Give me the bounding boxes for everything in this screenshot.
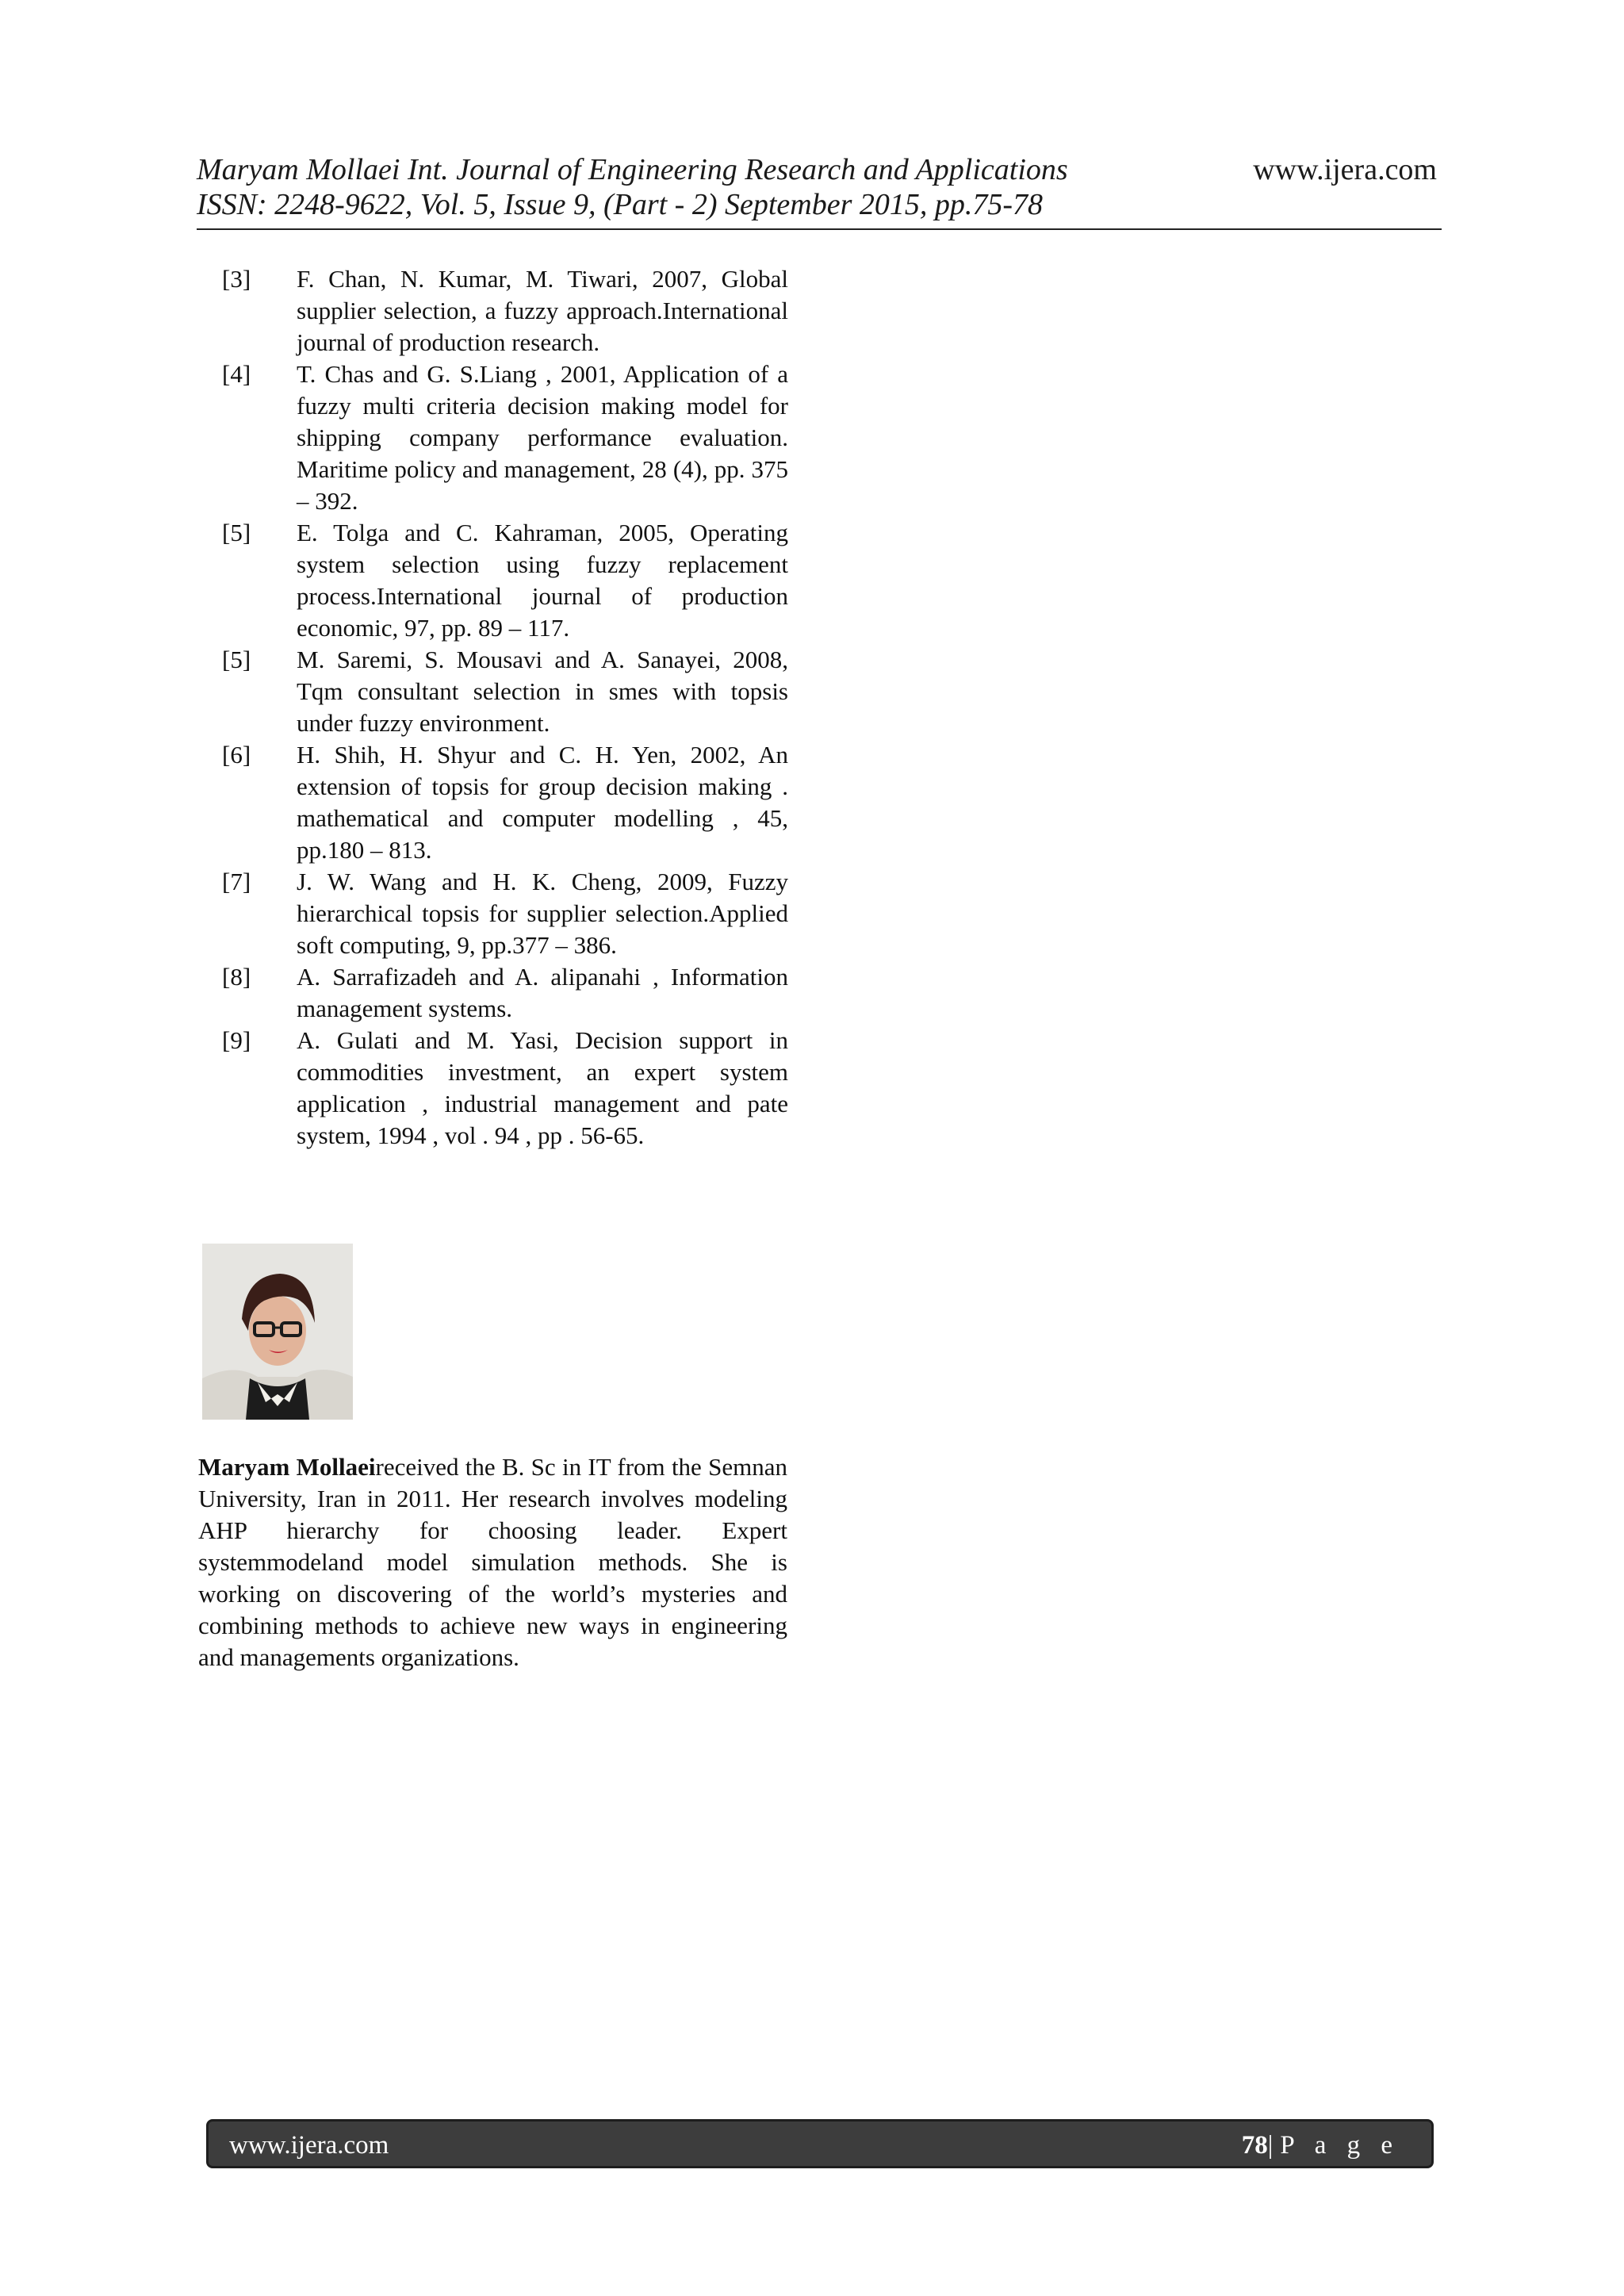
reference-item [222,739,788,866]
header-divider [197,228,1442,230]
reference-item [222,358,788,517]
reference-number: [7] [222,868,251,895]
reference-item [222,263,788,358]
page-number: 78 [1241,2131,1268,2160]
author-bio-text: received the B. Sc in IT from the Semnan University, Iran in 2011. Her research involves modeling AHP hierarchy for choosing leader. Expert systemmodeland model simulation methods. She is working on discovering of the world’s mysteries and combining methods to achieve new ways in engineering and managements organizations. [198,1453,787,1671]
reference-item [222,866,788,961]
reference-number: [4] [222,360,251,388]
reference-number: [5] [222,519,251,546]
reference-text: M. Saremi, S. Mousavi and A. Sanayei, 2008, Tqm consultant selection in smes with topsis under fuzzy environment. [297,646,788,737]
running-header [197,152,1437,222]
page-footer [206,2119,1434,2168]
reference-number: [3] [222,265,251,293]
reference-item [222,517,788,644]
reference-item [222,644,788,739]
reference-list [222,263,788,1152]
reference-text: A. Sarrafizadeh and A. alipanahi , Information management systems. [297,963,788,1022]
author-portrait-image [202,1244,353,1420]
reference-text: A. Gulati and M. Yasi, Decision support in commodities investment, an expert system application , industrial management and pate system, 1994 , vol . 94 , pp . 56-65. [297,1026,788,1149]
reference-text: H. Shih, H. Shyur and C. H. Yen, 2002, An extension of topsis for group decision making . mathematical and computer modelling , 45, pp.180 – 813. [297,741,788,864]
reference-number: [5] [222,646,251,673]
reference-text: F. Chan, N. Kumar, M. Tiwari, 2007, Global supplier selection, a fuzzy approach.International journal of production research. [297,265,788,356]
footer-website: www.ijera.com [229,2131,389,2160]
page-number-label [1242,2129,1400,2161]
author-name: Maryam Mollaei [198,1453,376,1481]
reference-item [222,961,788,1025]
reference-text: T. Chas and G. S.Liang , 2001, Application of a fuzzy multi criteria decision making model for shipping company performance evaluation. Maritime policy and management, 28 (4), pp. 375 – 392. [297,360,788,515]
journal-citation-line-1: Maryam Mollaei Int. Journal of Engineering Research and Applications [197,153,1068,186]
reference-number: [6] [222,741,251,769]
reference-text: E. Tolga and C. Kahraman, 2005, Operating system selection using fuzzy replacement process.International journal of production economic, 97, pp. 89 – 117. [297,519,788,642]
reference-text: J. W. Wang and H. K. Cheng, 2009, Fuzzy hierarchical topsis for supplier selection.Applied soft computing, 9, pp.377 – 386. [297,868,788,959]
author-photo [202,1244,353,1420]
reference-number: [8] [222,963,251,991]
author-biography [198,1451,787,1673]
page-label: |P a g e [1267,2131,1400,2160]
header-website: www.ijera.com [1253,153,1437,186]
reference-number: [9] [222,1026,251,1054]
reference-item [222,1025,788,1152]
journal-citation-line-2: ISSN: 2248-9622, Vol. 5, Issue 9, (Part - 2) September 2015, pp.75-78 [197,188,1044,221]
